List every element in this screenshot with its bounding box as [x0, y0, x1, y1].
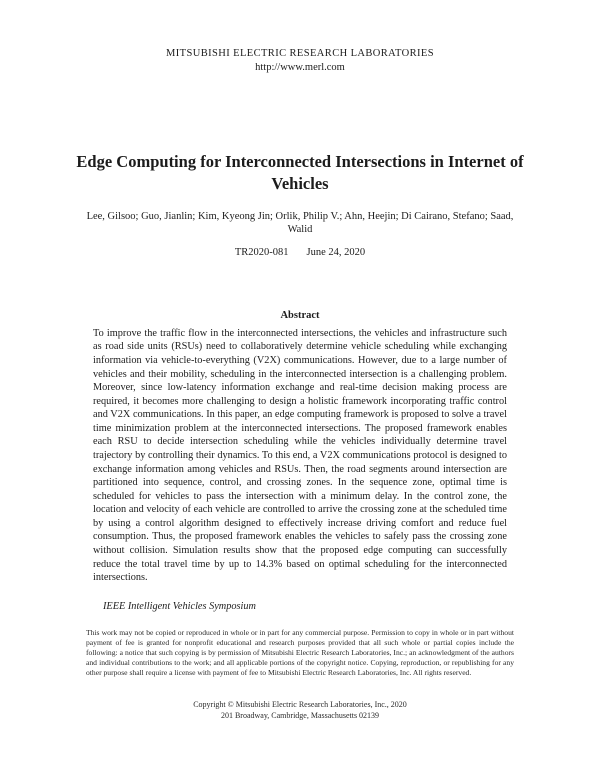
abstract-heading: Abstract: [280, 309, 320, 321]
report-date: June 24, 2020: [306, 246, 366, 258]
abstract-section: [93, 310, 507, 585]
copyright-footer: [0, 700, 600, 722]
paper-title: Edge Computing for Interconnected Intersections in Internet of Vehicles: [76, 152, 524, 194]
publication-venue: IEEE Intelligent Vehicles Symposium: [103, 600, 256, 612]
address-line: 201 Broadway, Cambridge, Massachusetts 02139: [220, 710, 380, 720]
organization-name: MITSUBISHI ELECTRIC RESEARCH LABORATORIES: [166, 48, 434, 59]
organization-url-link[interactable]: http://www.merl.com: [255, 62, 345, 73]
report-number: TR2020-081: [234, 246, 289, 258]
copyright-line: Copyright © Mitsubishi Electric Research Laboratories, Inc., 2020: [193, 700, 407, 709]
report-line: [0, 247, 600, 258]
header: [0, 0, 600, 73]
abstract-body: To improve the traffic flow in the interconnected intersections, the vehicles and infrastructure such as road side units (RSUs) need to collaboratively determine vehicle scheduling while exchanging information via vehicle-to-everything (V2X) communications. However, due to a large number of vehicles and their mobility, scheduling in the interconnected intersection is a challenging problem. Moreover, since low-latency information exchange and real-time decision making process are required, it becomes more challenging to design a holistic framework incorporating traffic control and V2X communications. In this paper, an edge computing framework is proposed to solve a travel time minimization problem at the interconnected intersections. The proposed framework enables each RSU to decide intersection scheduling while the vehicles individually determine travel trajectory by controlling their dynamics. To this end, a V2X communications protocol is designed to exchange information among vehicles and RSUs. Then, the road segments around intersection are partitioned into sequence, control, and crossing zones. In the sequence zone, optimal time is scheduled for vehicles to pass the intersection with a minimum delay. In the control zone, the location and velocity of each vehicle are controlled to arrive the crossing zone at the scheduled time by using a control algorithm designed to effectively increase driving comfort and reduce fuel consumption. Thus, the proposed framework enables the vehicles to safely pass the crossing zone without collision. Simulation results show that the proposed edge computing can successfully reduce the total travel time by up to 14.3% based on optimal scheduling for the interconnected intersections.: [93, 327, 507, 584]
author-list: Lee, Gilsoo; Guo, Jianlin; Kim, Kyeong Jin; Orlik, Philip V.; Ahn, Heejin; Di Cairano, Stefano; Saad, Walid: [86, 210, 514, 236]
copyright-notice-paragraph: This work may not be copied or reproduced in whole or in part for any commercial purpose. Permission to copy in whole or in part without payment of fee is granted for nonprofit educational and research purposes provided that all such whole or partial copies include the following: a notice that such copying is by permission of Mitsubishi Electric Research Laboratories, Inc.; an acknowledgment of the authors and individual contributions to the work; and all applicable portions of the copyright notice. Copying, reproduction, or republishing for any other purpose shall require a license with payment of fee to Mitsubishi Electric Research Laboratories, Inc. All rights reserved.: [86, 628, 514, 678]
